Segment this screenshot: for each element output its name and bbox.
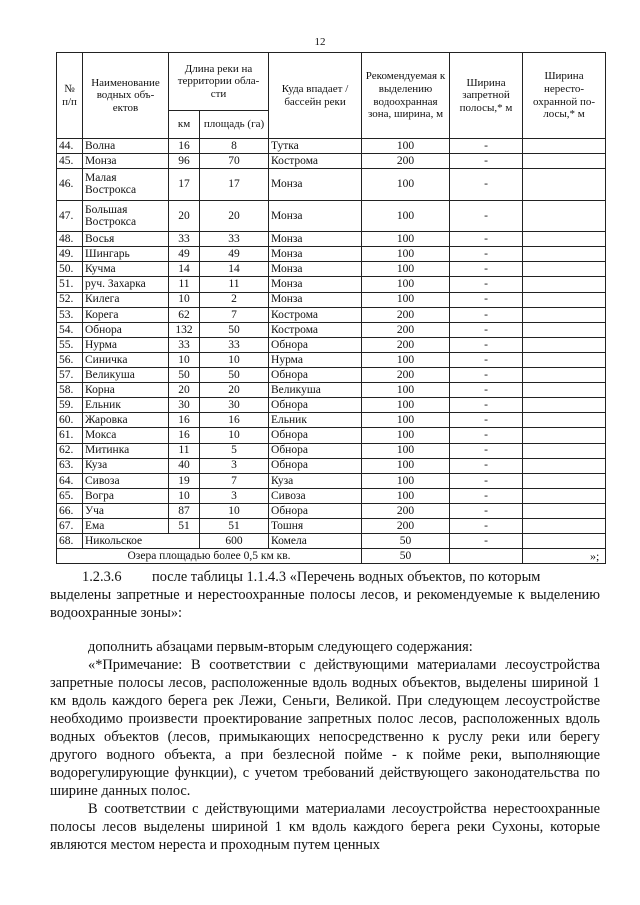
- second-paragraph: В соответствии с действующими материалами лесоустройства нерестоохранные полосы лесов выделены шириной 1 км вдоль каждого берега реки Сухоны, которые являются местом нереста и проходным путем ценных: [50, 801, 600, 853]
- header-km: км: [169, 111, 200, 139]
- table-row: [57, 428, 606, 443]
- row-number: 50.: [57, 262, 83, 277]
- header-area: площадь (га): [200, 111, 269, 139]
- recommended-zone-width: 200: [362, 368, 450, 383]
- area-ha: 20: [200, 200, 269, 232]
- nonspawn-strip-width: [523, 154, 606, 169]
- row-number: 45.: [57, 154, 83, 169]
- nonspawn-strip-width: [523, 458, 606, 473]
- nonspawn-strip-width: [523, 413, 606, 428]
- recommended-zone-width: 100: [362, 232, 450, 247]
- table-row: [57, 368, 606, 383]
- recommended-zone-width: 100: [362, 247, 450, 262]
- length-km: 11: [169, 277, 200, 292]
- area-ha: 7: [200, 307, 269, 322]
- row-number: 63.: [57, 458, 83, 473]
- ban-strip-width: -: [450, 262, 523, 277]
- flows-into: Кострома: [269, 307, 362, 322]
- water-body-name: Жаровка: [83, 413, 169, 428]
- length-km: 16: [169, 139, 200, 154]
- recommended-zone-width: 100: [362, 383, 450, 398]
- ban-strip-width: -: [450, 337, 523, 352]
- nonspawn-strip-width: [523, 352, 606, 367]
- table-row: [57, 352, 606, 367]
- flows-into: Кострома: [269, 154, 362, 169]
- length-km: 51: [169, 518, 200, 533]
- row-number: 58.: [57, 383, 83, 398]
- ban-strip-width: -: [450, 488, 523, 503]
- clause-number: 1.2.3.6: [82, 569, 122, 585]
- table-row: [57, 200, 606, 232]
- row-number: 66.: [57, 503, 83, 518]
- water-body-name: Великуша: [83, 368, 169, 383]
- flows-into: Куза: [269, 473, 362, 488]
- area-ha: 10: [200, 428, 269, 443]
- row-number: 68.: [57, 534, 83, 549]
- ban-strip-width: -: [450, 428, 523, 443]
- recommended-zone-width: 100: [362, 473, 450, 488]
- recommended-zone-width: 100: [362, 413, 450, 428]
- length-km: 33: [169, 232, 200, 247]
- table-row: [57, 292, 606, 307]
- water-bodies-table: [56, 52, 606, 564]
- length-km: 16: [169, 428, 200, 443]
- table-row: [57, 518, 606, 533]
- length-km: 14: [169, 262, 200, 277]
- length-km: 96: [169, 154, 200, 169]
- ban-strip-width: -: [450, 154, 523, 169]
- length-km: 20: [169, 383, 200, 398]
- row-number: 54.: [57, 322, 83, 337]
- table-row: [57, 488, 606, 503]
- ban-strip-width: -: [450, 200, 523, 232]
- length-km: 33: [169, 337, 200, 352]
- ban-strip-width: -: [450, 518, 523, 533]
- ban-strip-width: -: [450, 458, 523, 473]
- recommended-zone-width: 100: [362, 200, 450, 232]
- table-row: [57, 262, 606, 277]
- water-body-name: Корна: [83, 383, 169, 398]
- nonspawn-strip-width: [523, 292, 606, 307]
- area-ha: 16: [200, 413, 269, 428]
- flows-into: Монза: [269, 277, 362, 292]
- flows-into: Монза: [269, 247, 362, 262]
- table-row: [57, 139, 606, 154]
- header-flows-into: Куда впадает / бассейн реки: [269, 53, 362, 139]
- ban-strip-width: -: [450, 413, 523, 428]
- lakes-recommended-zone-width: 50: [362, 549, 450, 564]
- lakes-label: Озера площадью более 0,5 км кв.: [57, 549, 362, 564]
- nonspawn-strip-width: [523, 518, 606, 533]
- water-body-name: Килега: [83, 292, 169, 307]
- ban-strip-width: -: [450, 247, 523, 262]
- length-km: 62: [169, 307, 200, 322]
- area-ha: 20: [200, 383, 269, 398]
- water-body-name: Уча: [83, 503, 169, 518]
- header-length: Длина реки на территории обла-сти: [169, 53, 269, 111]
- flows-into: Великуша: [269, 383, 362, 398]
- table-row: [57, 458, 606, 473]
- table-row: [57, 247, 606, 262]
- length-km: 40: [169, 458, 200, 473]
- table-row: [57, 383, 606, 398]
- water-body-name: Восья: [83, 232, 169, 247]
- recommended-zone-width: 100: [362, 139, 450, 154]
- ban-strip-width: -: [450, 232, 523, 247]
- area-ha: 10: [200, 352, 269, 367]
- flows-into: Обнора: [269, 428, 362, 443]
- ban-strip-width: -: [450, 534, 523, 549]
- note-paragraph: «*Примечание: В соответствии с действующими материалами лесоустройства запретные полосы лесов, расположенные вдоль водных объектов, выделены шириной 1 км вдоль каждого берега рек Лежи, Сеньги, Великой. При следующем лесоустройстве необходимо произвести проектирование запретных полос лесов, расположенных вдоль водных объектов (лесов, примыкающих непосредственно к руслу реки или берегу другого водного объекта, а при безлесной пойме - к пойме реки, выполняющие водорегулирующие функции), с учетом требований действующего законодательства по ширине данных полос.: [50, 657, 600, 799]
- clause-continuation: выделены запретные и нерестоохранные полосы лесов, и рекомендуемые к выделению водоохранные зоны»:: [50, 587, 600, 621]
- area-ha: 70: [200, 154, 269, 169]
- ban-strip-width: -: [450, 277, 523, 292]
- page-number: 12: [314, 36, 326, 48]
- flows-into: Обнора: [269, 337, 362, 352]
- row-number: 67.: [57, 518, 83, 533]
- water-body-name: Обнора: [83, 322, 169, 337]
- table-row: [57, 534, 606, 549]
- table-row: [57, 443, 606, 458]
- flows-into: Кострома: [269, 322, 362, 337]
- clause-heading-text: после таблицы 1.1.4.3 «Перечень водных объектов, по которым: [152, 569, 541, 585]
- nonspawn-strip-width: [523, 247, 606, 262]
- water-body-name: Сивоза: [83, 473, 169, 488]
- table-row-lakes: [57, 549, 606, 564]
- nonspawn-strip-width: [523, 503, 606, 518]
- recommended-zone-width: 100: [362, 398, 450, 413]
- amendment-text: [50, 568, 600, 854]
- row-number: 52.: [57, 292, 83, 307]
- recommended-zone-width: 100: [362, 169, 450, 201]
- length-km: 17: [169, 169, 200, 201]
- nonspawn-strip-width: [523, 169, 606, 201]
- area-ha: 11: [200, 277, 269, 292]
- water-body-name: Корега: [83, 307, 169, 322]
- nonspawn-strip-width: [523, 262, 606, 277]
- nonspawn-strip-width: [523, 534, 606, 549]
- ban-strip-width: -: [450, 443, 523, 458]
- area-ha: 3: [200, 488, 269, 503]
- ban-strip-width: -: [450, 169, 523, 201]
- flows-into: Сивоза: [269, 488, 362, 503]
- water-body-name: Ема: [83, 518, 169, 533]
- area-ha: 5: [200, 443, 269, 458]
- water-body-name: Ельник: [83, 398, 169, 413]
- nonspawn-strip-width: [523, 383, 606, 398]
- row-number: 57.: [57, 368, 83, 383]
- recommended-zone-width: 200: [362, 337, 450, 352]
- ban-strip-width: -: [450, 503, 523, 518]
- nonspawn-strip-width: [523, 473, 606, 488]
- length-km: 50: [169, 368, 200, 383]
- nonspawn-strip-width: [523, 232, 606, 247]
- row-number: 53.: [57, 307, 83, 322]
- row-number: 47.: [57, 200, 83, 232]
- area-ha: 10: [200, 503, 269, 518]
- area-ha: 50: [200, 368, 269, 383]
- nonspawn-strip-width: [523, 277, 606, 292]
- clause-heading: [82, 568, 600, 586]
- area-ha: 33: [200, 232, 269, 247]
- flows-into: Тошня: [269, 518, 362, 533]
- table-row: [57, 169, 606, 201]
- row-number: 65.: [57, 488, 83, 503]
- table-row: [57, 277, 606, 292]
- area-ha: 3: [200, 458, 269, 473]
- area-ha: 49: [200, 247, 269, 262]
- recommended-zone-width: 200: [362, 322, 450, 337]
- ban-strip-width: -: [450, 398, 523, 413]
- nonspawn-strip-width: [523, 488, 606, 503]
- row-number: 60.: [57, 413, 83, 428]
- nonspawn-strip-width: [523, 307, 606, 322]
- ban-strip-width: -: [450, 322, 523, 337]
- header-num: № п/п: [57, 53, 83, 139]
- recommended-zone-width: 100: [362, 277, 450, 292]
- ban-strip-width: -: [450, 368, 523, 383]
- table-row: [57, 154, 606, 169]
- header-nonspawn-strip: Ширина нересто-охранной по-лосы,* м: [523, 53, 606, 139]
- recommended-zone-width: 50: [362, 534, 450, 549]
- recommended-zone-width: 100: [362, 292, 450, 307]
- nonspawn-strip-width: [523, 398, 606, 413]
- recommended-zone-width: 200: [362, 503, 450, 518]
- water-body-name: Никольское: [83, 534, 200, 549]
- row-number: 46.: [57, 169, 83, 201]
- recommended-zone-width: 200: [362, 154, 450, 169]
- closing-quote-mark: »;: [590, 549, 600, 563]
- length-km: 16: [169, 413, 200, 428]
- row-number: 49.: [57, 247, 83, 262]
- area-ha: 17: [200, 169, 269, 201]
- area-ha: 50: [200, 322, 269, 337]
- table-row: [57, 322, 606, 337]
- water-body-name: Шингарь: [83, 247, 169, 262]
- flows-into: Монза: [269, 232, 362, 247]
- flows-into: Ельник: [269, 413, 362, 428]
- header-recommended-zone: Рекомендуемая к выделению водоохранная зона, ширина, м: [362, 53, 450, 139]
- length-km: 49: [169, 247, 200, 262]
- recommended-zone-width: 100: [362, 352, 450, 367]
- water-body-name: руч. Захарка: [83, 277, 169, 292]
- flows-into: Монза: [269, 200, 362, 232]
- recommended-zone-width: 100: [362, 443, 450, 458]
- ban-strip-width: -: [450, 473, 523, 488]
- table-row: [57, 337, 606, 352]
- area-ha: 2: [200, 292, 269, 307]
- length-km: 87: [169, 503, 200, 518]
- recommended-zone-width: 100: [362, 458, 450, 473]
- row-number: 59.: [57, 398, 83, 413]
- nonspawn-strip-width: [523, 200, 606, 232]
- flows-into: Монза: [269, 292, 362, 307]
- nonspawn-strip-width: [523, 443, 606, 458]
- intro-paragraph: дополнить абзацами первым-вторым следующего содержания:: [88, 639, 473, 655]
- nonspawn-strip-width: [523, 337, 606, 352]
- length-km: 132: [169, 322, 200, 337]
- ban-strip-width: -: [450, 307, 523, 322]
- table-row: [57, 398, 606, 413]
- water-body-name: Вогра: [83, 488, 169, 503]
- table-row: [57, 232, 606, 247]
- row-number: 64.: [57, 473, 83, 488]
- header-ban-strip: Ширина запретной полосы,* м: [450, 53, 523, 139]
- water-body-name: Малая Вострокса: [83, 169, 169, 201]
- header-name: Наименование водных объ-ектов: [83, 53, 169, 139]
- recommended-zone-width: 100: [362, 428, 450, 443]
- row-number: 55.: [57, 337, 83, 352]
- water-body-name: Монза: [83, 154, 169, 169]
- length-km: 20: [169, 200, 200, 232]
- ban-strip-width: -: [450, 139, 523, 154]
- recommended-zone-width: 100: [362, 488, 450, 503]
- table-row: [57, 503, 606, 518]
- flows-into: Обнора: [269, 503, 362, 518]
- length-km: 19: [169, 473, 200, 488]
- flows-into: Комела: [269, 534, 362, 549]
- nonspawn-strip-width: [523, 428, 606, 443]
- flows-into: Монза: [269, 262, 362, 277]
- recommended-zone-width: 200: [362, 307, 450, 322]
- flows-into: Нурма: [269, 352, 362, 367]
- nonspawn-strip-width: [523, 322, 606, 337]
- water-body-name: Нурма: [83, 337, 169, 352]
- recommended-zone-width: 100: [362, 262, 450, 277]
- table-row: [57, 473, 606, 488]
- flows-into: Тутка: [269, 139, 362, 154]
- flows-into: Обнора: [269, 398, 362, 413]
- ban-strip-width: -: [450, 292, 523, 307]
- table-row: [57, 307, 606, 322]
- nonspawn-strip-width: [523, 368, 606, 383]
- row-number: 51.: [57, 277, 83, 292]
- table-row: [57, 413, 606, 428]
- nonspawn-strip-width: [523, 139, 606, 154]
- water-body-name: Большая Вострокса: [83, 200, 169, 232]
- area-ha: 33: [200, 337, 269, 352]
- area-ha: 14: [200, 262, 269, 277]
- area-ha: 600: [200, 534, 269, 549]
- flows-into: Обнора: [269, 368, 362, 383]
- ban-strip-width: -: [450, 352, 523, 367]
- water-body-name: Мокса: [83, 428, 169, 443]
- row-number: 61.: [57, 428, 83, 443]
- water-body-name: Волна: [83, 139, 169, 154]
- flows-into: Обнора: [269, 443, 362, 458]
- water-body-name: Кучма: [83, 262, 169, 277]
- lakes-ban-strip-width: [450, 549, 523, 564]
- row-number: 44.: [57, 139, 83, 154]
- water-body-name: Куза: [83, 458, 169, 473]
- flows-into: Обнора: [269, 458, 362, 473]
- length-km: 10: [169, 292, 200, 307]
- flows-into: Монза: [269, 169, 362, 201]
- row-number: 48.: [57, 232, 83, 247]
- ban-strip-width: -: [450, 383, 523, 398]
- recommended-zone-width: 200: [362, 518, 450, 533]
- row-number: 56.: [57, 352, 83, 367]
- area-ha: 8: [200, 139, 269, 154]
- area-ha: 7: [200, 473, 269, 488]
- row-number: 62.: [57, 443, 83, 458]
- area-ha: 30: [200, 398, 269, 413]
- length-km: 30: [169, 398, 200, 413]
- water-body-name: Митинка: [83, 443, 169, 458]
- length-km: 10: [169, 488, 200, 503]
- length-km: 11: [169, 443, 200, 458]
- area-ha: 51: [200, 518, 269, 533]
- length-km: 10: [169, 352, 200, 367]
- water-body-name: Синичка: [83, 352, 169, 367]
